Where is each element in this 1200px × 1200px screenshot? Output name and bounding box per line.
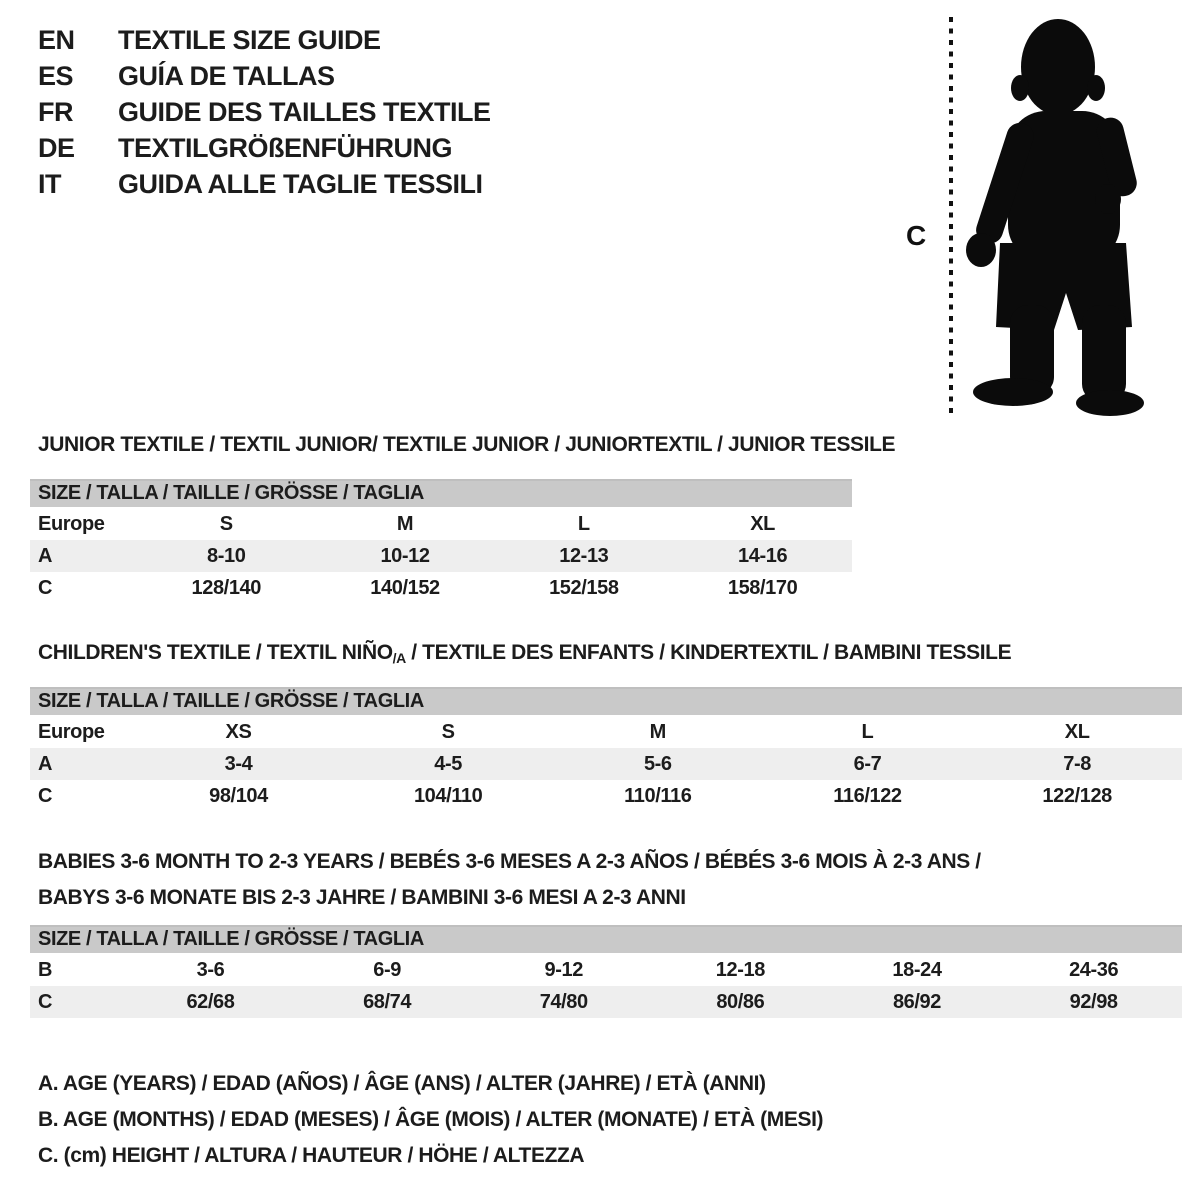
- children-age-l: 6-7: [763, 748, 973, 780]
- babies-months-5: 18-24: [892, 959, 942, 982]
- junior-size-m: M: [396, 513, 414, 536]
- table-row: [30, 508, 852, 540]
- babies-months-3: 9-12: [544, 959, 583, 982]
- table-row: [30, 954, 1182, 986]
- children-row-europe-label: Europe: [38, 721, 105, 744]
- babies-row-c-label: C: [30, 986, 122, 1018]
- table-row: [30, 780, 1182, 812]
- legend-height-cm: C. (cm) HEIGHT / ALTURA / HAUTEUR / HÖHE / ALTEZZA: [38, 1144, 585, 1167]
- children-size-m: M: [649, 721, 666, 744]
- junior-age-s: 8-10: [137, 540, 316, 572]
- children-age-m: 5-6: [553, 748, 763, 780]
- babies-height-4: 80/86: [652, 986, 829, 1018]
- babies-months-4: 12-18: [715, 959, 765, 982]
- children-height-xl: 122/128: [1042, 784, 1112, 807]
- lang-code-de: DE: [38, 133, 75, 163]
- children-size-header-row: [30, 688, 1182, 716]
- junior-section-title: JUNIOR TEXTILE / TEXTIL JUNIOR/ TEXTILE JUNIOR / JUNIORTEXTIL / JUNIOR TESSILE: [38, 433, 896, 456]
- children-height-xs: 98/104: [209, 784, 268, 807]
- junior-age-m: 10-12: [316, 540, 495, 572]
- children-age-xl: 7-8: [972, 748, 1182, 780]
- babies-height-3: 74/80: [475, 986, 652, 1018]
- lang-title-de: TEXTILGRÖßENFÜHRUNG: [118, 133, 452, 163]
- lang-row-fr: [38, 94, 491, 130]
- children-title-suffix: / TEXTILE DES ENFANTS / KINDERTEXTIL / BAMBINI TESSILE: [405, 641, 1012, 664]
- lang-row-es: [38, 58, 491, 94]
- babies-section-title: [38, 844, 981, 916]
- lang-title-es: GUÍA DE TALLAS: [118, 61, 335, 91]
- babies-size-header-row: [30, 926, 1182, 954]
- junior-row-a-label: A: [30, 540, 137, 572]
- children-size-xs: XS: [225, 721, 252, 744]
- junior-age-xl: 14-16: [673, 540, 852, 572]
- junior-size-header: SIZE / TALLA / TAILLE / GRÖSSE / TAGLIA: [30, 480, 852, 508]
- junior-height-s: 128/140: [191, 576, 261, 599]
- lang-code-fr: FR: [38, 97, 73, 127]
- children-age-s: 4-5: [343, 748, 553, 780]
- lang-title-fr: GUIDE DES TAILLES TEXTILE: [118, 97, 491, 127]
- baby-figure-svg: [880, 5, 1180, 425]
- lang-row-it: [38, 166, 491, 202]
- legend-age-years: A. AGE (YEARS) / EDAD (AÑOS) / ÂGE (ANS) / ALTER (JAHRE) / ETÀ (ANNI): [38, 1072, 766, 1095]
- height-label-c: C: [906, 220, 927, 251]
- children-row-a-label: A: [30, 748, 134, 780]
- baby-figure: [880, 5, 1180, 425]
- children-title-prefix: CHILDREN'S TEXTILE / TEXTIL NIÑO: [38, 641, 393, 664]
- children-title-sub: /A: [392, 650, 406, 666]
- babies-height-2: 68/74: [299, 986, 476, 1018]
- children-size-table: [30, 687, 1182, 812]
- lang-title-it: GUIDA ALLE TAGLIE TESSILI: [118, 169, 483, 199]
- children-size-l: L: [861, 721, 874, 744]
- lang-code-it: IT: [38, 169, 61, 199]
- table-row: [30, 748, 1182, 780]
- junior-size-s: S: [219, 513, 233, 536]
- lang-row-en: [38, 22, 491, 58]
- babies-months-1: 3-6: [196, 959, 225, 982]
- language-title-list: [38, 22, 491, 202]
- babies-size-table: [30, 925, 1182, 1018]
- babies-title-line2: BABYS 3-6 MONATE BIS 2-3 JAHRE / BAMBINI 3-6 MESI A 2-3 ANNI: [38, 886, 686, 909]
- junior-size-table: [30, 479, 852, 604]
- junior-age-l: 12-13: [494, 540, 673, 572]
- babies-row-b-label: B: [38, 959, 53, 982]
- children-row-c-label: C: [38, 784, 53, 807]
- lang-row-de: [38, 130, 491, 166]
- lang-title-en: TEXTILE SIZE GUIDE: [118, 25, 381, 55]
- babies-months-6: 24-36: [1069, 959, 1119, 982]
- babies-title-line1: BABIES 3-6 MONTH TO 2-3 YEARS / BEBÉS 3-6 MESES A 2-3 AÑOS / BÉBÉS 3-6 MOIS À 2-3 ANS /: [38, 850, 981, 873]
- babies-height-6: 92/98: [1005, 986, 1182, 1018]
- baby-silhouette-icon: [966, 19, 1144, 416]
- babies-months-2: 6-9: [373, 959, 401, 982]
- lang-code-en: EN: [38, 25, 75, 55]
- babies-size-header: SIZE / TALLA / TAILLE / GRÖSSE / TAGLIA: [30, 926, 1182, 954]
- table-row: [30, 572, 852, 604]
- junior-height-l: 152/158: [549, 576, 619, 599]
- junior-height-xl: 158/170: [727, 576, 798, 599]
- table-row: [30, 540, 852, 572]
- children-age-xs: 3-4: [134, 748, 344, 780]
- legend-age-months: B. AGE (MONTHS) / EDAD (MESES) / ÂGE (MOIS) / ALTER (MONATE) / ETÀ (MESI): [38, 1108, 824, 1131]
- junior-size-l: L: [577, 513, 590, 536]
- junior-row-c-label: C: [38, 576, 53, 599]
- children-height-s: 104/110: [413, 784, 483, 807]
- babies-height-1: 62/68: [122, 986, 299, 1018]
- junior-row-europe-label: Europe: [38, 513, 105, 536]
- children-size-s: S: [441, 721, 455, 744]
- children-height-l: 116/122: [833, 784, 902, 807]
- legend-block: [38, 1066, 823, 1174]
- table-row: [30, 986, 1182, 1018]
- babies-height-5: 86/92: [829, 986, 1006, 1018]
- junior-size-xl: XL: [750, 513, 775, 536]
- junior-height-m: 140/152: [370, 576, 440, 599]
- children-section-title: [38, 641, 1011, 666]
- children-height-m: 110/116: [624, 784, 692, 807]
- table-row: [30, 716, 1182, 748]
- junior-size-header-row: [30, 480, 852, 508]
- lang-code-es: ES: [38, 61, 74, 91]
- children-size-header: SIZE / TALLA / TAILLE / GRÖSSE / TAGLIA: [30, 688, 1182, 716]
- children-size-xl: XL: [1064, 721, 1090, 744]
